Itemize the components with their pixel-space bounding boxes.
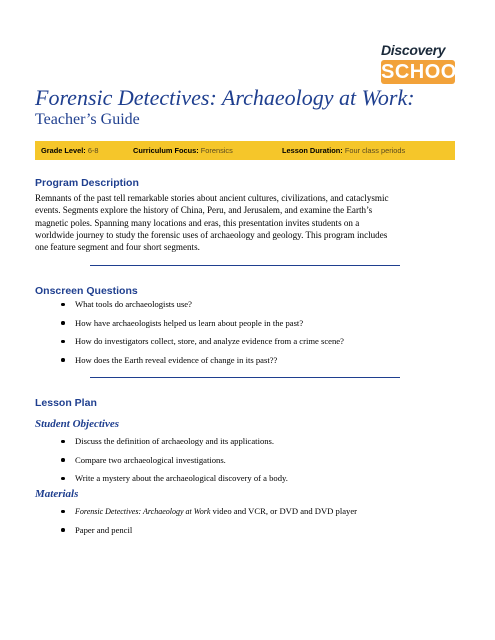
onscreen-questions-list <box>61 299 344 373</box>
grade-level <box>41 146 99 155</box>
student-objectives-list <box>61 436 288 492</box>
lesson-plan-heading: Lesson Plan <box>35 397 97 409</box>
curriculum-focus-value: Forensics <box>198 146 233 155</box>
document-title: Forensic Detectives: Archaeology at Work: <box>35 85 415 110</box>
description-line: Remnants of the past tell remarkable stories about ancient cultures, civilizations, and cataclysmic <box>35 193 389 203</box>
materials-heading: Materials <box>35 488 79 500</box>
onscreen-questions-heading: Onscreen Questions <box>35 285 138 297</box>
list-item: Write a mystery about the archaeological discovery of a body. <box>61 473 288 492</box>
section-divider <box>90 265 400 266</box>
program-title-italic: Forensic Detectives: Archaeology at Work <box>75 507 211 516</box>
grade-level-label: Grade Level: <box>41 146 86 155</box>
description-line: one feature segment and four short segments. <box>35 242 200 253</box>
curriculum-focus-label: Curriculum Focus: <box>133 146 199 155</box>
materials-text: video and VCR, or DVD and DVD player <box>210 506 358 516</box>
list-item: Compare two archaeological investigations. <box>61 455 288 474</box>
description-line: events. Segments explore the history of China, Peru, and Jerusalem, and examine the Earth’s <box>35 205 373 216</box>
description-line: worldwide journey to study the forensic uses of archaeology and geology. This program includes <box>35 229 388 240</box>
list-item: Discuss the definition of archaeology and its applications. <box>61 436 288 455</box>
grade-level-value: 6-8 <box>85 146 99 155</box>
section-divider <box>90 377 400 378</box>
document-subtitle: Teacher’s Guide <box>35 111 140 128</box>
list-item: What tools do archaeologists use? <box>61 299 344 318</box>
program-description-heading: Program Description <box>35 177 139 189</box>
description-line: magnetic poles. Spanning many locations and eras, this presentation invites students on a <box>35 217 360 228</box>
lesson-info-bar <box>35 141 455 160</box>
list-item: Paper and pencil <box>61 525 357 544</box>
lesson-duration <box>282 146 405 155</box>
lesson-duration-label: Lesson Duration: <box>282 146 343 155</box>
student-objectives-heading: Student Objectives <box>35 418 120 430</box>
discovery-school-logo <box>381 41 470 89</box>
curriculum-focus <box>133 146 233 155</box>
program-description-text <box>35 192 465 253</box>
list-item <box>61 506 357 525</box>
list-item: How does the Earth reveal evidence of change in its past?? <box>61 355 344 374</box>
lesson-duration-value: Four class periods <box>342 146 406 155</box>
logo-school-text: SCHOOL <box>381 61 470 83</box>
list-item: How have archaeologists helped us learn about people in the past? <box>61 318 344 337</box>
logo-discovery-text: Discovery <box>381 42 446 58</box>
list-item: How do investigators collect, store, and analyze evidence from a crime scene? <box>61 336 344 355</box>
materials-list <box>61 506 357 543</box>
